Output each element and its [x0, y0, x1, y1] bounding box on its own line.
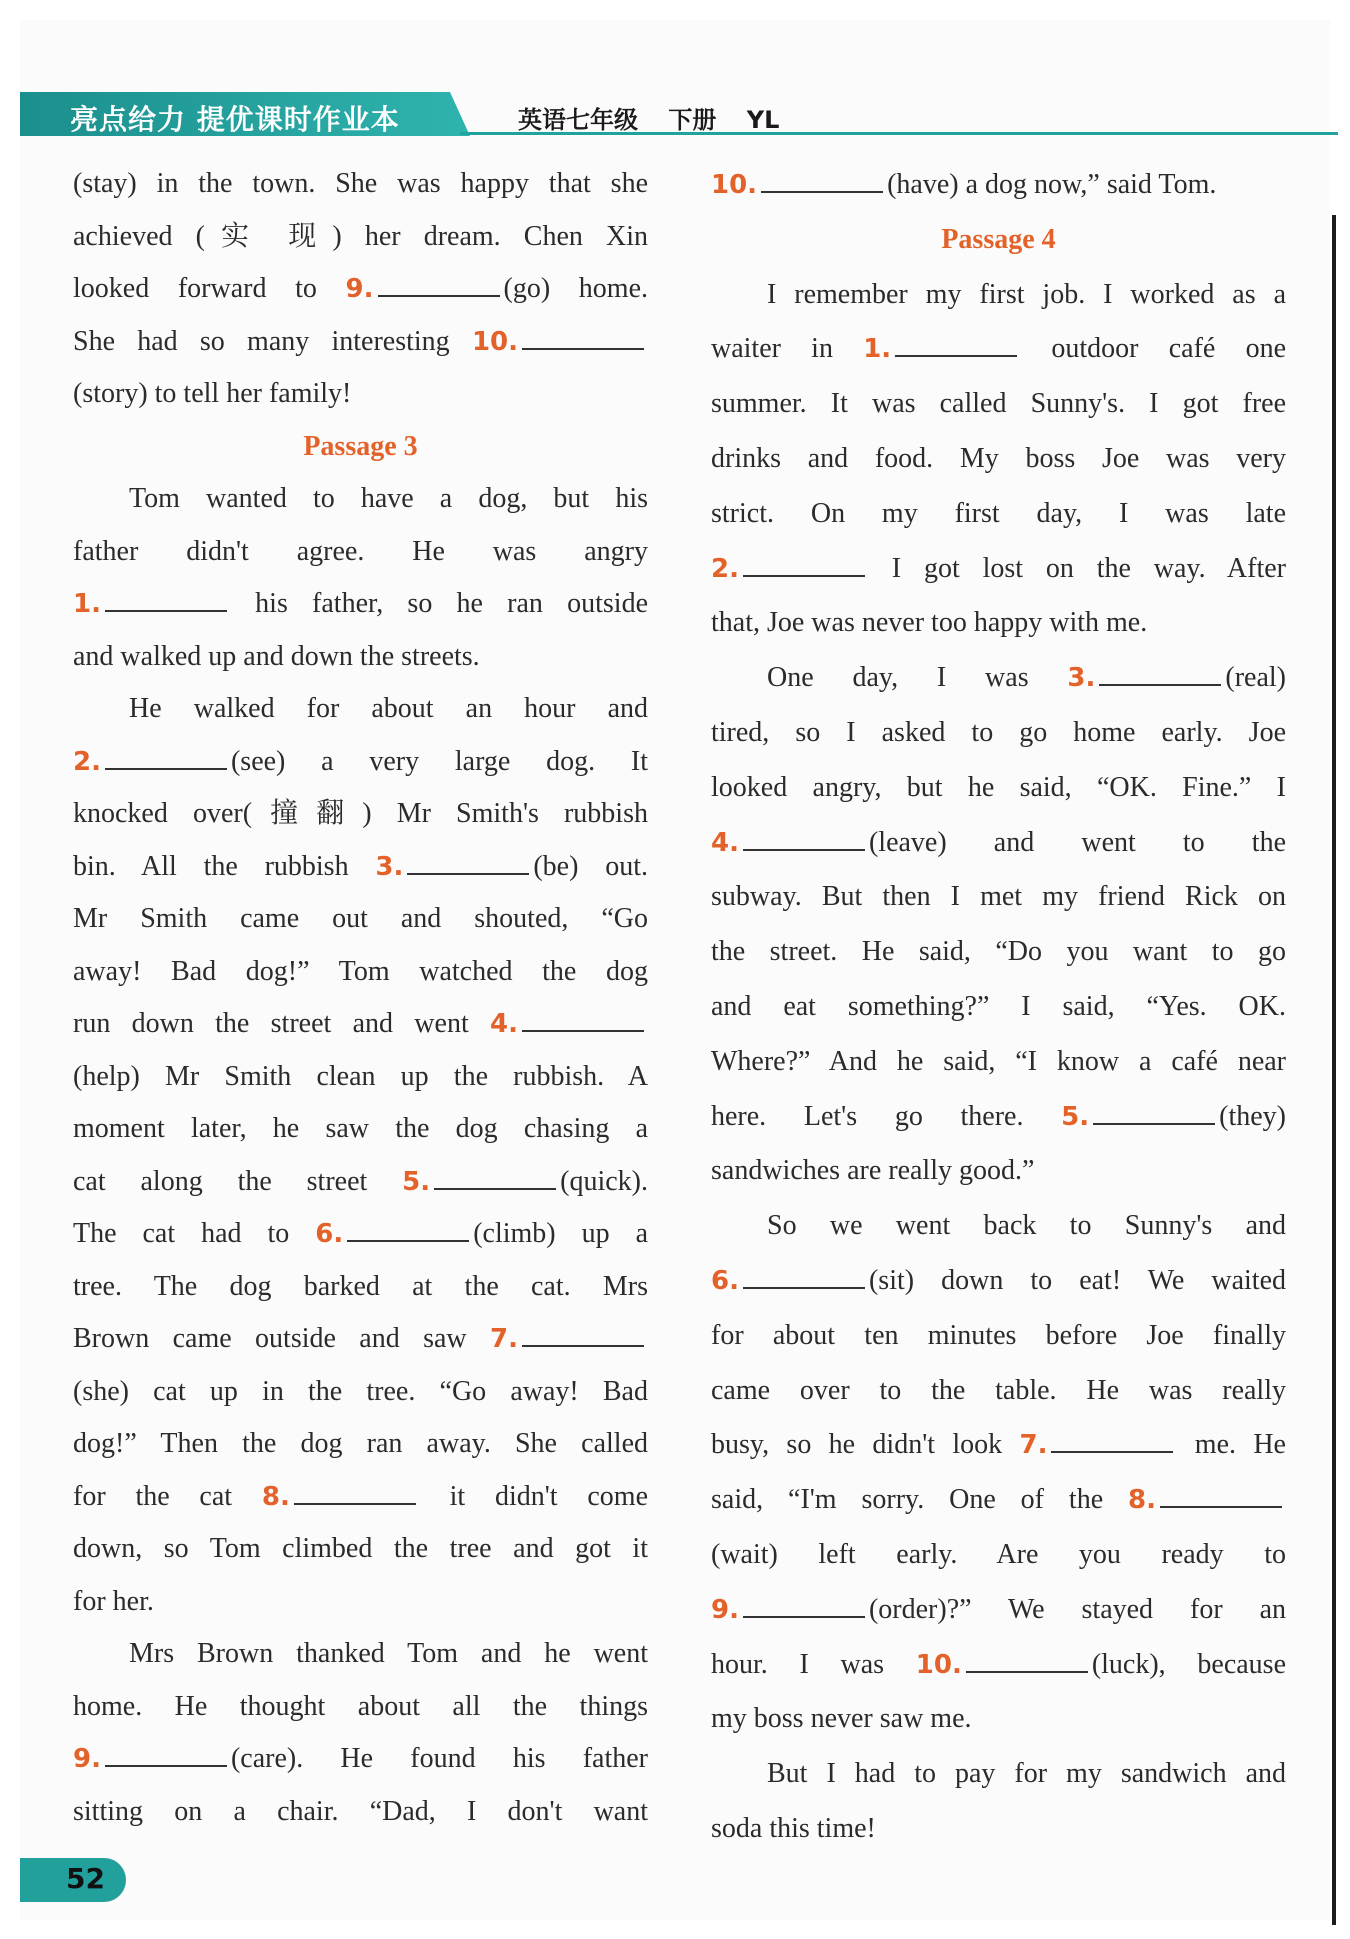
text-line: 9. (order)?” We stayed for an	[711, 1583, 1286, 1638]
binding-edge	[1332, 215, 1336, 1925]
text-line: and walked up and down the streets.	[73, 640, 480, 672]
text-line: cat along the street 5. (quick).	[73, 1156, 648, 1209]
text-line: He walked for about an hour and	[129, 693, 648, 724]
text-line: (story) to tell her family!	[73, 378, 352, 409]
text-line: down, so Tom climbed the tree and got it	[73, 1533, 648, 1564]
text-line: came over to the table. He was really	[711, 1374, 1286, 1406]
text-line: father didn't agree. He was angry	[73, 535, 648, 567]
answer-blank[interactable]	[434, 1162, 556, 1190]
text-line: But I had to pay for my sandwich and	[767, 1758, 1286, 1790]
text-line: summer. It was called Sunny's. I got free	[711, 388, 1286, 420]
text-line: bin. All the rubbish 3. (be) out.	[73, 841, 648, 894]
text-line: waiter in 1. outdoor café one	[711, 322, 1286, 377]
text-line: sitting on a chair. “Dad, I don't want	[73, 1795, 648, 1827]
text-line: soda this time!	[711, 1812, 876, 1844]
text-line: So we went back to Sunny's and	[767, 1210, 1286, 1242]
answer-blank[interactable]	[743, 1590, 865, 1618]
answer-blank[interactable]	[1051, 1425, 1173, 1453]
text-line: for about ten minutes before Joe finally	[711, 1319, 1286, 1351]
passage-4-title: Passage 4	[941, 223, 1056, 255]
text-line: tree. The dog barked at the cat. Mrs	[73, 1270, 648, 1302]
question-number: 8.	[261, 1481, 290, 1512]
text-line: Tom wanted to have a dog, but his	[129, 483, 648, 514]
text-line: drinks and food. My boss Joe was very	[711, 442, 1286, 474]
text-line: moment later, he saw the dog chasing a	[73, 1113, 648, 1144]
text-line: Mrs Brown thanked Tom and he went	[129, 1638, 648, 1669]
text-line: One day, I was 3. (real)	[711, 651, 1286, 706]
question-number: 2.	[711, 553, 739, 584]
answer-blank[interactable]	[407, 847, 529, 875]
question-number: 9.	[345, 274, 374, 304]
right-column	[711, 158, 1286, 1857]
text-line: the street. He said, “Do you want to go	[711, 936, 1286, 968]
answer-blank[interactable]	[105, 1739, 227, 1767]
question-number: 4.	[711, 827, 739, 858]
answer-blank[interactable]	[1099, 658, 1221, 686]
text-line: (help) Mr Smith clean up the rubbish. A	[73, 1060, 648, 1092]
question-number: 7.	[1019, 1430, 1048, 1461]
answer-blank[interactable]	[522, 1319, 644, 1347]
text-line: said, “I'm sorry. One of the 8.	[711, 1473, 1286, 1528]
answer-blank[interactable]	[378, 269, 500, 297]
question-number: 10.	[915, 1649, 962, 1680]
answer-blank[interactable]	[966, 1645, 1088, 1673]
text-line: that, Joe was never too happy with me.	[711, 607, 1148, 639]
text-line: Brown came outside and saw 7.	[73, 1313, 648, 1366]
text-line: 4. (leave) and went to the	[711, 816, 1286, 871]
text-line: dog!” Then the dog ran away. She called	[73, 1428, 648, 1459]
question-number: 5.	[1061, 1101, 1090, 1132]
text-line: (stay) in the town. She was happy that she	[73, 168, 648, 199]
answer-blank[interactable]	[1093, 1097, 1215, 1125]
question-number: 5.	[402, 1166, 431, 1197]
text-line: (she) cat up in the tree. “Go away! Bad	[73, 1375, 648, 1407]
text-line: achieved (实 现) her dream. Chen Xin	[73, 220, 648, 252]
answer-blank[interactable]	[105, 742, 227, 770]
page-number: 52	[66, 1862, 105, 1895]
question-number: 1.	[73, 589, 101, 619]
text-line: I remember my first job. I worked as a	[767, 278, 1286, 310]
answer-blank[interactable]	[743, 549, 865, 577]
series-title: 亮点给力 提优课时作业本	[70, 103, 400, 136]
text-line: for her.	[73, 1585, 154, 1617]
text-line: Where?” And he said, “I know a café near	[711, 1045, 1286, 1077]
text-line: 2. I got lost on the way. After	[711, 542, 1286, 597]
text-line: 9. (care). He found his father	[73, 1733, 648, 1786]
text-line: looked angry, but he said, “OK. Fine.” I	[711, 771, 1286, 803]
question-number: 6.	[711, 1265, 739, 1296]
question-number: 8.	[1128, 1485, 1156, 1516]
text-line: strict. On my first day, I was late	[711, 497, 1286, 529]
text-line: looked forward to 9. (go) home.	[73, 263, 648, 316]
answer-blank[interactable]	[743, 1261, 865, 1289]
passage-3-title: Passage 3	[303, 430, 418, 462]
question-number: 7.	[490, 1324, 518, 1354]
text-line: Mr Smith came out and shouted, “Go	[73, 903, 648, 934]
question-number: 9.	[711, 1594, 739, 1625]
text-line: away! Bad dog!” Tom watched the dog	[73, 955, 648, 987]
answer-blank[interactable]	[743, 823, 865, 851]
question-number: 10.	[471, 326, 518, 357]
question-number: 1.	[863, 334, 892, 365]
answer-blank[interactable]	[294, 1477, 416, 1505]
page-number-tab	[20, 1858, 126, 1902]
book-info: 英语七年级 下册 YL	[518, 106, 780, 134]
text-line: The cat had to 6. (climb) up a	[73, 1208, 648, 1261]
text-line: 6. (sit) down to eat! We waited	[711, 1254, 1286, 1309]
left-column	[73, 158, 648, 1838]
question-number: 3.	[1067, 663, 1096, 694]
text-line: 10. (have) a dog now,” said Tom.	[711, 158, 1286, 213]
text-line: busy, so he didn't look 7. me. He	[711, 1418, 1286, 1473]
text-line: 1. his father, so he ran outside	[73, 578, 648, 631]
text-line: 2. (see) a very large dog. It	[73, 736, 648, 789]
answer-blank[interactable]	[522, 322, 644, 350]
text-line: knocked over(撞翻) Mr Smith's rubbish	[73, 798, 648, 829]
question-number: 3.	[375, 851, 404, 882]
text-line: for the cat 8. it didn't come	[73, 1471, 648, 1524]
text-line: She had so many interesting 10.	[73, 316, 648, 369]
text-line: (wait) left early. Are you ready to	[711, 1538, 1286, 1570]
text-line: hour. I was 10. (luck), because	[711, 1638, 1286, 1693]
text-line: home. He thought about all the things	[73, 1690, 648, 1722]
question-number: 10.	[711, 170, 758, 200]
answer-blank[interactable]	[895, 329, 1017, 357]
answer-blank[interactable]	[105, 584, 227, 612]
text-line: subway. But then I met my friend Rick on	[711, 881, 1286, 913]
question-number: 2.	[73, 746, 101, 777]
question-number: 6.	[315, 1219, 344, 1249]
answer-blank[interactable]	[761, 165, 883, 193]
answer-blank[interactable]	[347, 1214, 469, 1242]
answer-blank[interactable]	[1160, 1480, 1282, 1508]
page-header	[20, 92, 1338, 138]
text-line: my boss never saw me.	[711, 1703, 972, 1735]
text-line: tired, so I asked to go home early. Joe	[711, 716, 1286, 748]
question-number: 9.	[73, 1744, 101, 1774]
text-line: sandwiches are really good.”	[711, 1155, 1035, 1187]
text-line: run down the street and went 4.	[73, 998, 648, 1051]
answer-blank[interactable]	[522, 1004, 644, 1032]
text-line: here. Let's go there. 5. (they)	[711, 1090, 1286, 1145]
text-line: and eat something?” I said, “Yes. OK.	[711, 990, 1286, 1022]
question-number: 4.	[490, 1009, 518, 1039]
